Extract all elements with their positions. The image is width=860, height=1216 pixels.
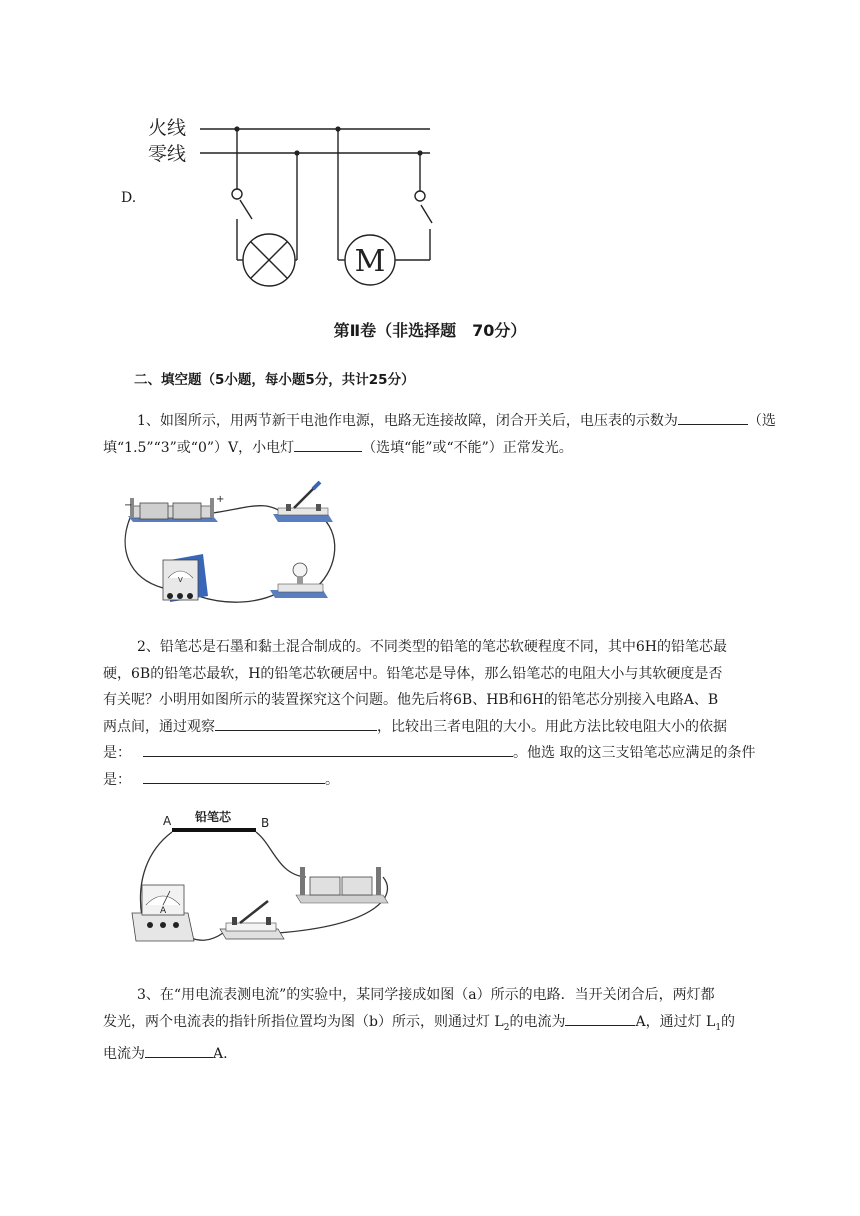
lamp-model [270, 563, 328, 598]
q1-blank-1[interactable] [678, 409, 748, 425]
part2-title: 第Ⅱ卷（非选择题 70分） [333, 321, 527, 340]
q3-blank-2[interactable] [145, 1042, 213, 1058]
voltmeter-letter: V [178, 576, 183, 584]
q2-line-4b: ，比较出三者电阻的大小。用此方法比较电阻大小的依据 [377, 718, 727, 735]
q3-sub-2: 2 [503, 1022, 510, 1033]
switch-model-2 [220, 901, 284, 939]
switch-contact-2 [415, 191, 425, 201]
q1-text-a: 1、如图所示，用两节新干电池作电源，电路无连接故障，闭合开关后，电压表的示数为 [137, 413, 678, 429]
option-d-label: D. [121, 190, 137, 206]
q2-blank-3[interactable] [143, 768, 325, 784]
q1-text-c: （选填“能”或“不能”）正常发光。 [362, 439, 573, 456]
point-a-label: A [163, 814, 172, 828]
q2-blank-2[interactable] [143, 741, 513, 757]
switch-blade-1 [240, 200, 252, 219]
q2-line-1: 2、铅笔芯是石墨和黏土混合制成的。不同类型的铅笔的笔芯软硬程度不同，其中6H的铅笔芯最 [137, 639, 728, 655]
live-wire-label: 火线 [148, 117, 187, 139]
q3-line-2c: A，通过灯 L [635, 1013, 716, 1030]
q2-line-3: 有关呢？小明用如图所示的装置探究这个问题。他先后将6B、HB和6H的铅笔芯分别接入电路A、B [103, 692, 719, 708]
battery-minus-label: − [124, 500, 133, 511]
motor-letter: M [354, 244, 386, 279]
q3-blank-1[interactable] [565, 1010, 635, 1026]
q3-line-2b: 的电流为 [509, 1013, 566, 1030]
ammeter-letter: A [160, 906, 167, 916]
q2-line-5a: 是： [103, 745, 131, 761]
battery-plus-label: + [216, 494, 225, 505]
switch-model [273, 482, 333, 522]
q2-line-6b: 。 [325, 771, 339, 788]
q2-line-6a: 是： [103, 771, 131, 788]
question-1 [103, 408, 803, 461]
q3-line-3b: A. [213, 1045, 228, 1062]
point-b-label: B [261, 816, 270, 830]
q2-line-5b: 。他选 取的这三支铅笔芯应满足的条件 [513, 745, 756, 761]
switch-contact-1 [232, 189, 242, 199]
neutral-wire-label: 零线 [148, 143, 187, 165]
q2-line-2: 硬，6B的铅笔芯最软，H的铅笔芯软硬居中。铅笔芯是导体，那么铅笔芯的电阻大小与其软硬度是否 [103, 665, 723, 682]
q1-blank-2[interactable] [294, 436, 362, 452]
q3-line-3a: 电流为 [103, 1045, 145, 1062]
q1-circuit-figure [118, 478, 348, 613]
voltmeter-model [163, 554, 208, 602]
battery-holder [128, 498, 218, 522]
pencil-lead-label: 铅笔芯 [195, 810, 232, 824]
q2-line-4a: 两点间，通过观察 [103, 718, 215, 735]
q2-blank-1[interactable] [215, 715, 377, 731]
q2-circuit-figure [128, 805, 413, 955]
option-d-circuit-diagram [140, 105, 440, 290]
switch-blade-2 [421, 205, 432, 223]
q3-line-2d: 的 [721, 1013, 736, 1030]
q1-text-b: （选填“1.5”“3”或“0”）V，小电灯 [103, 413, 776, 456]
question-3 [103, 982, 803, 1067]
q3-line-2a: 发光，两个电流表的指针所指位置均为图（b）所示，则通过灯 L [103, 1013, 504, 1030]
q3-line-1: 3、在“用电流表测电流”的实验中，某同学接成如图（a）所示的电路．当开关闭合后，两灯都 [137, 987, 715, 1003]
battery-holder-2 [296, 867, 388, 903]
section-heading: 二、填空题（5小题，每小题5分，共计25分） [134, 372, 415, 388]
q3-sub-1: 1 [715, 1022, 722, 1033]
question-2 [103, 634, 803, 793]
